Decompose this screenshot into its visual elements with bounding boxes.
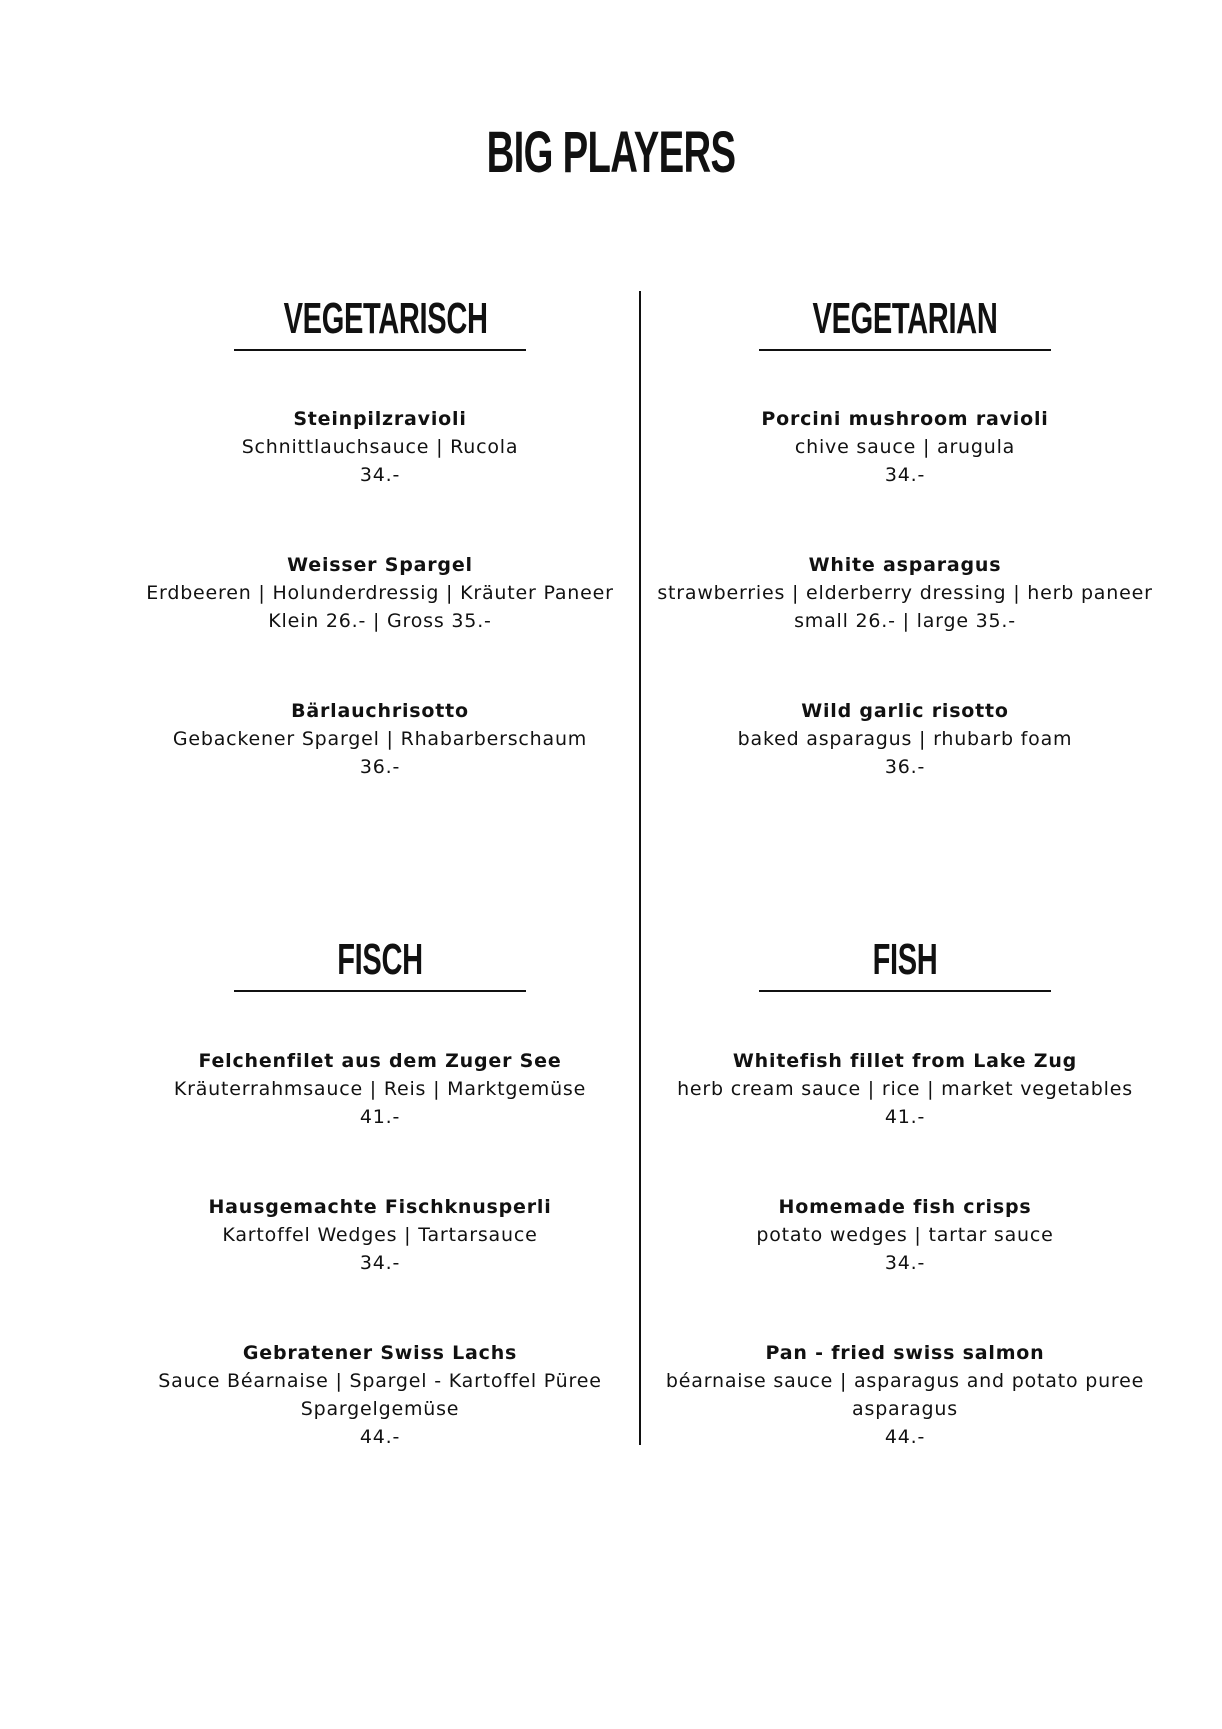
menu-item [110, 405, 650, 489]
menu-item [635, 1339, 1175, 1451]
dish-name: Pan - fried swiss salmon [765, 1342, 1045, 1364]
menu-item [110, 1339, 650, 1451]
dish-name: Felchenfilet aus dem Zuger See [198, 1050, 562, 1072]
heading-underline [759, 990, 1051, 992]
dish-description: baked asparagus | rhubarb foam [737, 728, 1073, 750]
menu-item [110, 697, 650, 781]
section-heading-fish [759, 934, 1051, 986]
menu-item [110, 1193, 650, 1277]
dish-name: Homemade fish crisps [778, 1196, 1032, 1218]
dish-description: strawberries | elderberry dressing | herb paneer [657, 582, 1153, 604]
dish-name: Whitefish fillet from Lake Zug [732, 1050, 1078, 1072]
section-heading-text: VEGETARISCH [283, 294, 488, 343]
dish-price: Klein 26.- | Gross 35.- [268, 610, 492, 632]
menu-item [635, 551, 1175, 635]
dish-price: 34.- [359, 464, 401, 486]
dish-description: béarnaise sauce | asparagus and potato puree [665, 1370, 1145, 1392]
dish-price: 34.- [884, 464, 926, 486]
dish-price: 41.- [884, 1106, 926, 1128]
dish-name: Weisser Spargel [287, 554, 473, 576]
dish-price: 44.- [884, 1426, 926, 1448]
dish-price: 44.- [359, 1426, 401, 1448]
menu-item [635, 405, 1175, 489]
page-title: BIG PLAYERS [486, 120, 736, 185]
dish-description: chive sauce | arugula [794, 436, 1016, 458]
dish-description: Gebackener Spargel | Rhabarberschaum [172, 728, 588, 750]
dish-price: 34.- [884, 1252, 926, 1274]
dish-description-line-2: asparagus [852, 1398, 958, 1420]
dish-description: Kräuterrahmsauce | Reis | Marktgemüse [173, 1078, 587, 1100]
dish-description: Erdbeeren | Holunderdressig | Kräuter Paneer [146, 582, 614, 604]
dish-description: Kartoffel Wedges | Tartarsauce [222, 1224, 538, 1246]
menu-item [110, 551, 650, 635]
section-heading-vegetarian [759, 293, 1051, 345]
heading-underline [234, 349, 526, 351]
dish-description: Sauce Béarnaise | Spargel - Kartoffel Püree [158, 1370, 602, 1392]
menu-item [635, 1047, 1175, 1131]
section-heading-text: FISCH [337, 935, 423, 984]
dish-price: small 26.- | large 35.- [794, 610, 1016, 632]
menu-item [635, 697, 1175, 781]
dish-name: Steinpilzravioli [293, 408, 467, 430]
section-heading-vegetarisch [234, 293, 526, 345]
section-heading-text: FISH [872, 935, 938, 984]
dish-name: Wild garlic risotto [801, 700, 1009, 722]
dish-name: Porcini mushroom ravioli [761, 408, 1049, 430]
dish-price: 34.- [359, 1252, 401, 1274]
menu-item [635, 1193, 1175, 1277]
dish-price: 41.- [359, 1106, 401, 1128]
dish-name: Gebratener Swiss Lachs [242, 1342, 518, 1364]
dish-name: Hausgemachte Fischknusperli [208, 1196, 552, 1218]
dish-description: herb cream sauce | rice | market vegetables [677, 1078, 1133, 1100]
dish-price: 36.- [884, 756, 926, 778]
dish-name: Bärlauchrisotto [291, 700, 469, 722]
heading-underline [234, 990, 526, 992]
dish-name: White asparagus [808, 554, 1002, 576]
dish-description-line-2: Spargelgemüse [300, 1398, 460, 1420]
section-heading-fisch [234, 934, 526, 986]
dish-description: Schnittlauchsauce | Rucola [241, 436, 519, 458]
dish-price: 36.- [359, 756, 401, 778]
heading-underline [759, 349, 1051, 351]
section-heading-text: VEGETARIAN [812, 294, 998, 343]
menu-item [110, 1047, 650, 1131]
dish-description: potato wedges | tartar sauce [756, 1224, 1054, 1246]
